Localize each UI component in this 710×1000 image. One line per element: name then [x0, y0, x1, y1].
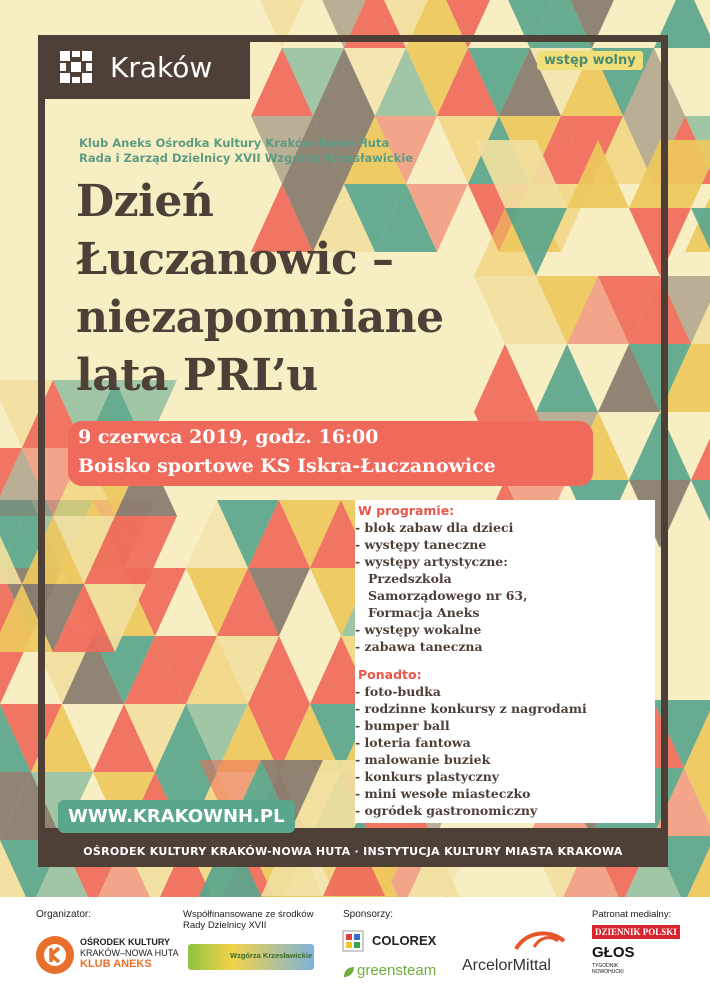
event-date-time: 9 czerwca 2019, godz. 16:00: [78, 426, 379, 448]
program-item: - występy taneczne: [355, 537, 487, 552]
sponsor-greensteam: greensteam: [357, 962, 437, 979]
extra-program-item: - rodzinne konkursy z nagrodami: [355, 701, 587, 716]
sponsor-arcelormittal: ArcelorMittal: [462, 957, 551, 974]
program-item: Przedszkola: [368, 571, 452, 586]
organizer-name-2: KRAKÓW–NOWA HUTA: [80, 948, 179, 958]
extra-program-item: - konkurs plastyczny: [355, 769, 500, 784]
cofinance-label-2: Rady Dzielnicy XVII: [183, 920, 267, 931]
organizer-name-1: OŚRODEK KULTURY: [80, 937, 170, 947]
arcelormittal-swoosh-icon: [512, 927, 568, 951]
organizer-logo-text: [80, 937, 179, 970]
program-item: Formacja Aneks: [368, 605, 480, 620]
event-place: Boisko sportowe KS Iskra-Łuczanowice: [78, 455, 496, 477]
event-title: [76, 173, 576, 405]
title-line-3: niezapomniane: [76, 292, 444, 343]
program-item: - blok zabaw dla dzieci: [355, 520, 514, 535]
district-logo: [188, 944, 314, 970]
sponsors-strip: [0, 897, 710, 1000]
organizer-line-2: Rada i Zarząd Dzielnicy XVII Wzgórza Krzesławickie: [79, 151, 414, 165]
sponsor-colorex: COLOREX: [372, 933, 437, 948]
organizer-line-1: Klub Aneks Ośrodka Kultury Kraków-Nowa Huta: [79, 136, 390, 150]
sponsors-label: Sponsorzy:: [343, 909, 394, 920]
extra-program-item: - loteria fantowa: [355, 735, 471, 750]
organizer-name-3: KLUB ANEKS: [80, 958, 152, 970]
free-entry-badge: wstęp wolny: [537, 51, 643, 70]
city-name: Kraków: [110, 50, 213, 84]
extra-program-item: - foto-budka: [355, 684, 441, 699]
extra-program-item: - malowanie buziek: [355, 752, 491, 767]
title-line-4: lata PRL’u: [76, 350, 318, 401]
krakow-logo: [38, 35, 250, 99]
extra-program-item: - ogródek gastronomiczny: [355, 803, 538, 818]
program-heading: W programie:: [358, 503, 455, 518]
cofinance-label: [183, 909, 313, 931]
greensteam-leaf-icon: [342, 965, 356, 979]
title-line-2: Łuczanowic –: [76, 234, 394, 285]
program-item: - występy artystyczne:: [355, 554, 508, 569]
organizer-label: Organizator:: [36, 909, 92, 920]
program-box: [355, 500, 655, 823]
program-list: [355, 519, 655, 655]
krakow-mark-icon: [58, 49, 94, 85]
pattern-triangle: [691, 480, 710, 548]
extra-program-item: - mini wesołe miasteczko: [355, 786, 531, 801]
institution-footer-bar: OŚRODEK KULTURY KRAKÓW-NOWA HUTA · INSTYTUCJA KULTURY MIASTA KRAKOWA: [38, 835, 668, 867]
ok-logo-icon: [35, 935, 75, 975]
media-glos: GŁOS: [592, 944, 635, 961]
title-line-1: Dzień: [76, 176, 214, 227]
media-glos-sub: TYGODNIK NOWOHUCKI: [592, 963, 624, 975]
extra-program-item: - bumper ball: [355, 718, 450, 733]
cofinance-label-1: Współfinansowane ze środków: [183, 909, 314, 920]
media-dziennik-polski: DZIENNIK POLSKI: [592, 925, 680, 939]
extra-program-heading: Ponadto:: [358, 667, 422, 682]
program-item: Samorządowego nr 63,: [368, 588, 528, 603]
district-logo-text: Wzgórza Krzesławickie: [230, 951, 313, 960]
program-item: - zabawa taneczna: [355, 639, 483, 654]
media-label: Patronat medialny:: [592, 909, 672, 920]
website-link[interactable]: WWW.KRAKOWNH.PL: [58, 800, 295, 833]
program-item: - występy wokalne: [355, 622, 482, 637]
pattern-triangle: [691, 412, 710, 480]
extra-program-list: [355, 666, 655, 819]
colorex-icon: [342, 930, 364, 952]
